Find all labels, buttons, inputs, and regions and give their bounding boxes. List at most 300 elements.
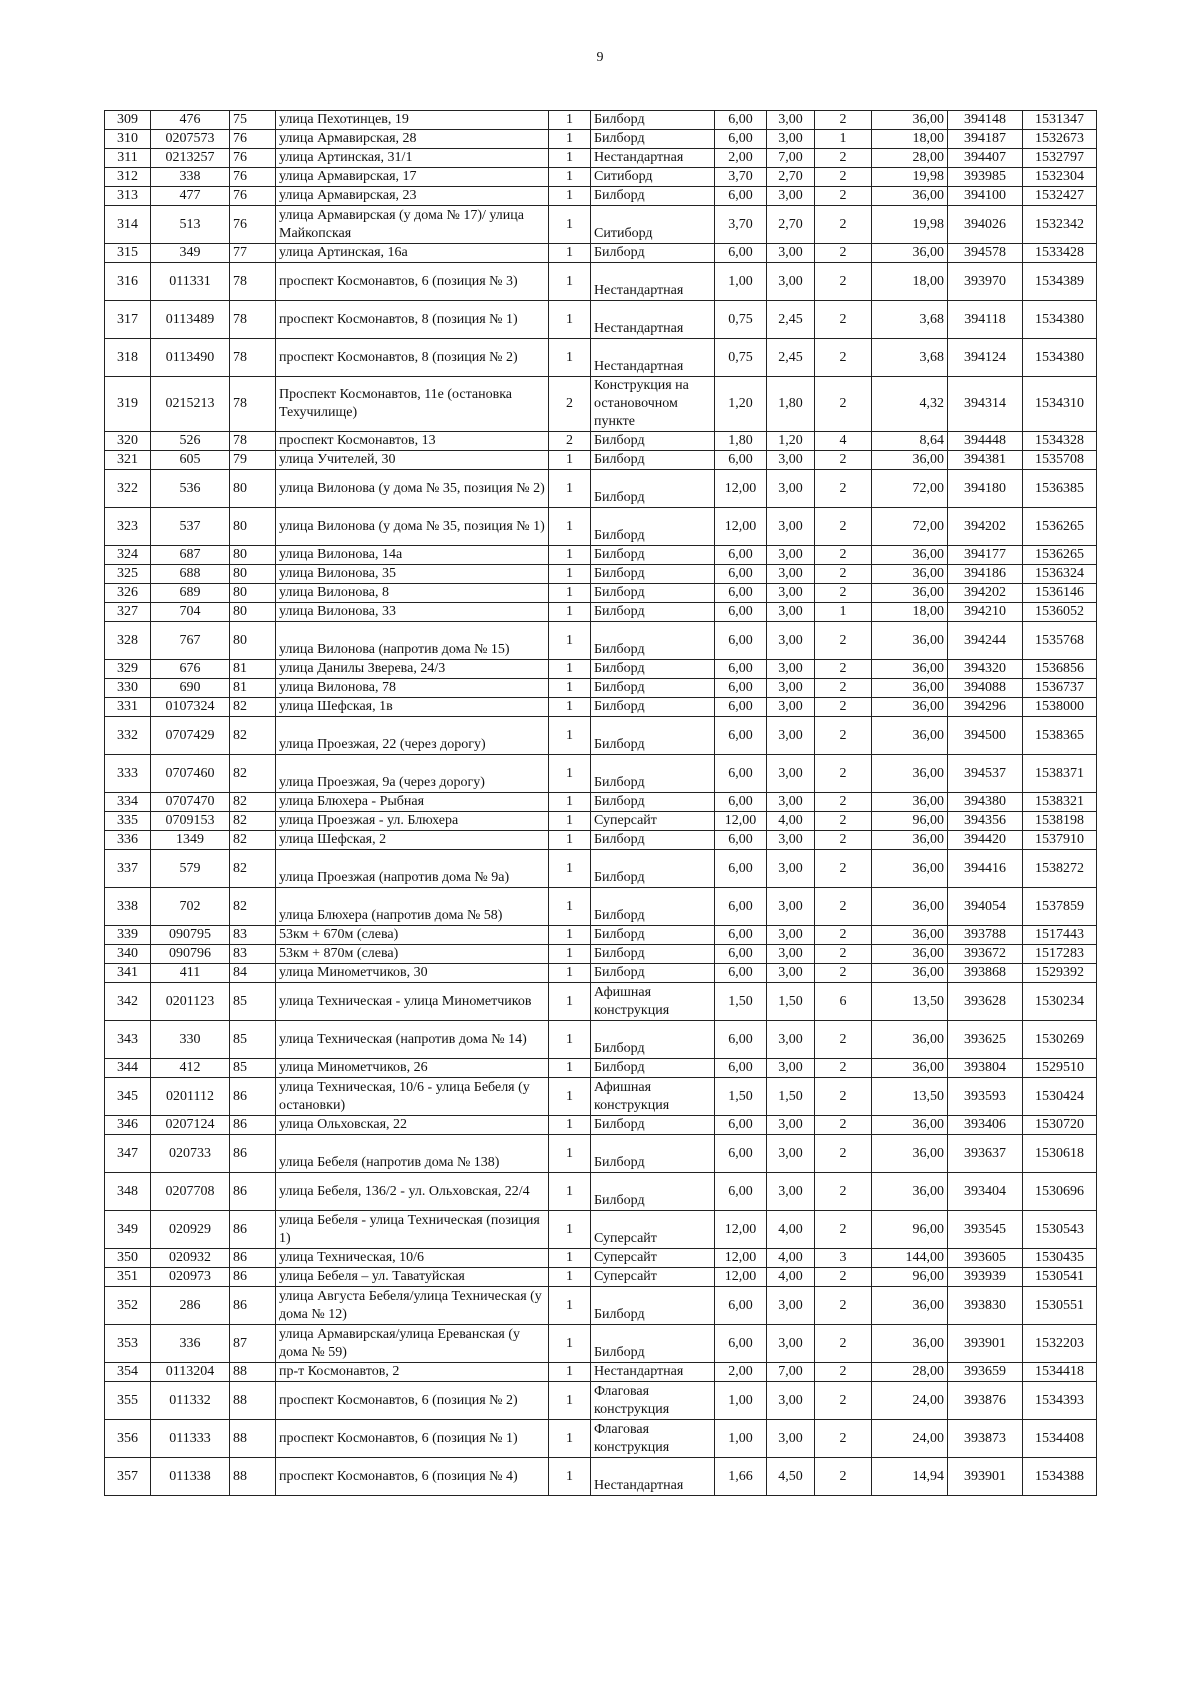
cell-width: 12,00 <box>715 812 767 831</box>
cell-district-code: 88 <box>230 1363 276 1382</box>
table-row <box>105 698 1097 717</box>
cell-width: 6,00 <box>715 831 767 850</box>
table-row <box>105 831 1097 850</box>
cell-structure-type: Флаговая конструкция <box>591 1382 715 1420</box>
cell-address: улица Армавирская/улица Ереванская (у дома № 59) <box>276 1325 549 1363</box>
cell-area: 18,00 <box>872 130 948 149</box>
cell-district-code: 82 <box>230 812 276 831</box>
table-row <box>105 130 1097 149</box>
cell-structure-id: 0207573 <box>151 130 230 149</box>
cell-structure-type: Билборд <box>591 679 715 698</box>
cell-structure-type: Афишная конструкция <box>591 1078 715 1116</box>
cell-coord-x: 394420 <box>948 831 1023 850</box>
cell-coord-y: 1538371 <box>1023 755 1097 793</box>
cell-sides-count: 1 <box>549 546 591 565</box>
cell-row-number: 334 <box>105 793 151 812</box>
cell-coord-y: 1529510 <box>1023 1059 1097 1078</box>
cell-faces-count: 2 <box>815 1116 872 1135</box>
cell-address: улица Вилонова, 35 <box>276 565 549 584</box>
cell-district-code: 76 <box>230 187 276 206</box>
cell-width: 6,00 <box>715 111 767 130</box>
cell-structure-id: 690 <box>151 679 230 698</box>
cell-sides-count: 1 <box>549 508 591 546</box>
cell-coord-y: 1530234 <box>1023 983 1097 1021</box>
cell-district-code: 77 <box>230 244 276 263</box>
cell-structure-type: Суперсайт <box>591 1268 715 1287</box>
cell-width: 6,00 <box>715 755 767 793</box>
cell-structure-type: Суперсайт <box>591 1211 715 1249</box>
cell-width: 6,00 <box>715 793 767 812</box>
cell-height: 3,00 <box>767 888 815 926</box>
cell-address: проспект Космонавтов, 8 (позиция № 2) <box>276 339 549 377</box>
cell-sides-count: 1 <box>549 206 591 244</box>
cell-width: 1,00 <box>715 263 767 301</box>
cell-district-code: 86 <box>230 1135 276 1173</box>
cell-row-number: 357 <box>105 1458 151 1496</box>
cell-structure-id: 0707460 <box>151 755 230 793</box>
cell-district-code: 82 <box>230 888 276 926</box>
cell-address: улица Артинская, 31/1 <box>276 149 549 168</box>
cell-coord-y: 1532342 <box>1023 206 1097 244</box>
cell-row-number: 312 <box>105 168 151 187</box>
cell-sides-count: 1 <box>549 130 591 149</box>
cell-coord-y: 1530543 <box>1023 1211 1097 1249</box>
cell-width: 3,70 <box>715 168 767 187</box>
cell-area: 36,00 <box>872 945 948 964</box>
cell-address: улица Учителей, 30 <box>276 451 549 470</box>
cell-district-code: 80 <box>230 565 276 584</box>
cell-address: улица Проезжая - ул. Блюхера <box>276 812 549 831</box>
cell-structure-id: 0113490 <box>151 339 230 377</box>
cell-faces-count: 2 <box>815 698 872 717</box>
table-row <box>105 926 1097 945</box>
cell-coord-x: 393404 <box>948 1173 1023 1211</box>
table-row <box>105 244 1097 263</box>
cell-address: улица Проезжая, 9а (через дорогу) <box>276 755 549 793</box>
cell-district-code: 82 <box>230 793 276 812</box>
cell-coord-y: 1538272 <box>1023 850 1097 888</box>
cell-structure-type: Билборд <box>591 717 715 755</box>
cell-district-code: 82 <box>230 698 276 717</box>
cell-area: 36,00 <box>872 546 948 565</box>
cell-width: 12,00 <box>715 470 767 508</box>
cell-structure-type: Билборд <box>591 850 715 888</box>
cell-structure-id: 0113204 <box>151 1363 230 1382</box>
cell-width: 2,00 <box>715 149 767 168</box>
cell-district-code: 80 <box>230 584 276 603</box>
table-row <box>105 339 1097 377</box>
cell-district-code: 80 <box>230 508 276 546</box>
cell-height: 7,00 <box>767 149 815 168</box>
cell-area: 36,00 <box>872 244 948 263</box>
cell-faces-count: 2 <box>815 187 872 206</box>
table-row <box>105 565 1097 584</box>
cell-faces-count: 1 <box>815 130 872 149</box>
cell-width: 6,00 <box>715 964 767 983</box>
cell-structure-id: 536 <box>151 470 230 508</box>
cell-faces-count: 2 <box>815 470 872 508</box>
cell-structure-id: 688 <box>151 565 230 584</box>
cell-structure-type: Билборд <box>591 584 715 603</box>
cell-width: 6,00 <box>715 698 767 717</box>
cell-district-code: 88 <box>230 1420 276 1458</box>
cell-area: 96,00 <box>872 812 948 831</box>
cell-coord-x: 394186 <box>948 565 1023 584</box>
cell-coord-x: 393659 <box>948 1363 1023 1382</box>
cell-row-number: 338 <box>105 888 151 926</box>
cell-width: 1,80 <box>715 432 767 451</box>
cell-sides-count: 1 <box>549 339 591 377</box>
cell-sides-count: 1 <box>549 983 591 1021</box>
cell-height: 3,00 <box>767 565 815 584</box>
table-row <box>105 1363 1097 1382</box>
cell-row-number: 326 <box>105 584 151 603</box>
table-row <box>105 603 1097 622</box>
cell-district-code: 84 <box>230 964 276 983</box>
cell-district-code: 86 <box>230 1173 276 1211</box>
cell-faces-count: 2 <box>815 1420 872 1458</box>
cell-width: 12,00 <box>715 1211 767 1249</box>
cell-height: 3,00 <box>767 584 815 603</box>
table-row <box>105 1021 1097 1059</box>
cell-address: улица Ольховская, 22 <box>276 1116 549 1135</box>
cell-row-number: 340 <box>105 945 151 964</box>
cell-sides-count: 1 <box>549 698 591 717</box>
cell-height: 2,45 <box>767 339 815 377</box>
cell-address: улица Бебеля - улица Техническая (позиция 1) <box>276 1211 549 1249</box>
cell-coord-x: 394210 <box>948 603 1023 622</box>
cell-height: 1,50 <box>767 1078 815 1116</box>
cell-coord-y: 1537910 <box>1023 831 1097 850</box>
cell-height: 3,00 <box>767 1382 815 1420</box>
table-row <box>105 1420 1097 1458</box>
cell-structure-id: 011333 <box>151 1420 230 1458</box>
cell-coord-x: 394202 <box>948 508 1023 546</box>
cell-address: 53км + 870м (слева) <box>276 945 549 964</box>
cell-coord-x: 393873 <box>948 1420 1023 1458</box>
cell-structure-id: 0707429 <box>151 717 230 755</box>
cell-row-number: 356 <box>105 1420 151 1458</box>
cell-width: 12,00 <box>715 1249 767 1268</box>
cell-address: 53км + 670м (слева) <box>276 926 549 945</box>
cell-structure-type: Билборд <box>591 111 715 130</box>
cell-structure-type: Билборд <box>591 470 715 508</box>
page-number: 9 <box>596 50 604 65</box>
cell-structure-id: 513 <box>151 206 230 244</box>
cell-district-code: 86 <box>230 1268 276 1287</box>
cell-width: 0,75 <box>715 339 767 377</box>
cell-row-number: 339 <box>105 926 151 945</box>
cell-faces-count: 2 <box>815 1173 872 1211</box>
cell-coord-x: 393901 <box>948 1325 1023 1363</box>
table-row <box>105 1325 1097 1363</box>
table-row <box>105 584 1097 603</box>
cell-address: улица Августа Бебеля/улица Техническая (у дома № 12) <box>276 1287 549 1325</box>
cell-sides-count: 1 <box>549 263 591 301</box>
cell-row-number: 325 <box>105 565 151 584</box>
cell-structure-type: Билборд <box>591 888 715 926</box>
cell-faces-count: 2 <box>815 1135 872 1173</box>
table-row <box>105 187 1097 206</box>
cell-row-number: 333 <box>105 755 151 793</box>
cell-faces-count: 2 <box>815 168 872 187</box>
cell-sides-count: 1 <box>549 1268 591 1287</box>
cell-coord-y: 1535708 <box>1023 451 1097 470</box>
cell-structure-type: Билборд <box>591 546 715 565</box>
cell-area: 36,00 <box>872 1116 948 1135</box>
cell-address: улица Вилонова (напротив дома № 15) <box>276 622 549 660</box>
cell-structure-id: 477 <box>151 187 230 206</box>
cell-height: 3,00 <box>767 1420 815 1458</box>
cell-structure-id: 0207124 <box>151 1116 230 1135</box>
cell-structure-type: Нестандартная <box>591 149 715 168</box>
cell-address: проспект Космонавтов, 8 (позиция № 1) <box>276 301 549 339</box>
table-row <box>105 451 1097 470</box>
cell-height: 3,00 <box>767 546 815 565</box>
cell-area: 36,00 <box>872 1325 948 1363</box>
cell-address: улица Техническая, 10/6 <box>276 1249 549 1268</box>
cell-area: 36,00 <box>872 111 948 130</box>
cell-height: 2,45 <box>767 301 815 339</box>
cell-district-code: 86 <box>230 1287 276 1325</box>
cell-district-code: 80 <box>230 603 276 622</box>
cell-structure-type: Билборд <box>591 1116 715 1135</box>
cell-district-code: 85 <box>230 983 276 1021</box>
cell-structure-id: 330 <box>151 1021 230 1059</box>
cell-row-number: 317 <box>105 301 151 339</box>
cell-coord-x: 394296 <box>948 698 1023 717</box>
cell-structure-id: 0107324 <box>151 698 230 717</box>
cell-row-number: 335 <box>105 812 151 831</box>
cell-area: 36,00 <box>872 793 948 812</box>
cell-sides-count: 2 <box>549 432 591 451</box>
cell-area: 96,00 <box>872 1268 948 1287</box>
cell-structure-id: 011332 <box>151 1382 230 1420</box>
cell-row-number: 313 <box>105 187 151 206</box>
table-row <box>105 1458 1097 1496</box>
cell-structure-id: 011338 <box>151 1458 230 1496</box>
cell-row-number: 311 <box>105 149 151 168</box>
cell-row-number: 349 <box>105 1211 151 1249</box>
cell-height: 3,00 <box>767 926 815 945</box>
table-row <box>105 470 1097 508</box>
cell-sides-count: 1 <box>549 301 591 339</box>
cell-district-code: 86 <box>230 1116 276 1135</box>
cell-coord-y: 1530435 <box>1023 1249 1097 1268</box>
cell-coord-y: 1538321 <box>1023 793 1097 812</box>
cell-structure-id: 689 <box>151 584 230 603</box>
cell-coord-x: 394180 <box>948 470 1023 508</box>
cell-faces-count: 2 <box>815 812 872 831</box>
cell-width: 6,00 <box>715 1287 767 1325</box>
cell-coord-x: 393985 <box>948 168 1023 187</box>
cell-structure-id: 0201112 <box>151 1078 230 1116</box>
cell-faces-count: 2 <box>815 964 872 983</box>
cell-structure-id: 0213257 <box>151 149 230 168</box>
cell-structure-id: 0709153 <box>151 812 230 831</box>
cell-height: 7,00 <box>767 1363 815 1382</box>
cell-coord-x: 394416 <box>948 850 1023 888</box>
cell-structure-type: Суперсайт <box>591 1249 715 1268</box>
cell-structure-type: Билборд <box>591 1021 715 1059</box>
cell-height: 3,00 <box>767 187 815 206</box>
cell-width: 6,00 <box>715 945 767 964</box>
cell-sides-count: 1 <box>549 793 591 812</box>
cell-district-code: 76 <box>230 130 276 149</box>
cell-coord-x: 394118 <box>948 301 1023 339</box>
cell-row-number: 348 <box>105 1173 151 1211</box>
cell-row-number: 318 <box>105 339 151 377</box>
cell-structure-id: 687 <box>151 546 230 565</box>
cell-width: 6,00 <box>715 1173 767 1211</box>
cell-width: 1,66 <box>715 1458 767 1496</box>
cell-district-code: 79 <box>230 451 276 470</box>
cell-height: 3,00 <box>767 111 815 130</box>
table-row <box>105 812 1097 831</box>
cell-structure-id: 526 <box>151 432 230 451</box>
cell-area: 36,00 <box>872 660 948 679</box>
cell-sides-count: 1 <box>549 1363 591 1382</box>
table-row <box>105 1287 1097 1325</box>
cell-coord-y: 1534418 <box>1023 1363 1097 1382</box>
cell-width: 6,00 <box>715 244 767 263</box>
cell-address: улица Пехотинцев, 19 <box>276 111 549 130</box>
cell-district-code: 82 <box>230 755 276 793</box>
cell-sides-count: 1 <box>549 812 591 831</box>
cell-address: улица Вилонова, 33 <box>276 603 549 622</box>
cell-sides-count: 2 <box>549 377 591 432</box>
cell-faces-count: 2 <box>815 1325 872 1363</box>
cell-structure-id: 0207708 <box>151 1173 230 1211</box>
cell-width: 6,00 <box>715 1116 767 1135</box>
cell-structure-type: Суперсайт <box>591 812 715 831</box>
cell-structure-type: Билборд <box>591 130 715 149</box>
cell-height: 3,00 <box>767 470 815 508</box>
cell-height: 3,00 <box>767 850 815 888</box>
cell-width: 6,00 <box>715 565 767 584</box>
cell-address: улица Вилонова, 14а <box>276 546 549 565</box>
cell-row-number: 320 <box>105 432 151 451</box>
cell-coord-x: 393637 <box>948 1135 1023 1173</box>
cell-district-code: 76 <box>230 206 276 244</box>
cell-faces-count: 2 <box>815 945 872 964</box>
cell-structure-type: Билборд <box>591 831 715 850</box>
cell-faces-count: 1 <box>815 603 872 622</box>
cell-district-code: 80 <box>230 546 276 565</box>
cell-height: 3,00 <box>767 1135 815 1173</box>
cell-faces-count: 2 <box>815 149 872 168</box>
cell-height: 3,00 <box>767 964 815 983</box>
cell-sides-count: 1 <box>549 1287 591 1325</box>
cell-sides-count: 1 <box>549 964 591 983</box>
cell-faces-count: 2 <box>815 546 872 565</box>
cell-row-number: 336 <box>105 831 151 850</box>
table-row <box>105 622 1097 660</box>
cell-area: 36,00 <box>872 1135 948 1173</box>
cell-address: улица Бебеля (напротив дома № 138) <box>276 1135 549 1173</box>
table-row <box>105 149 1097 168</box>
cell-height: 1,50 <box>767 983 815 1021</box>
cell-address: Проспект Космонавтов, 11е (остановка Техучилище) <box>276 377 549 432</box>
cell-sides-count: 1 <box>549 926 591 945</box>
cell-height: 3,00 <box>767 1325 815 1363</box>
cell-coord-y: 1536265 <box>1023 508 1097 546</box>
cell-sides-count: 1 <box>549 168 591 187</box>
cell-coord-y: 1538000 <box>1023 698 1097 717</box>
cell-sides-count: 1 <box>549 565 591 584</box>
cell-area: 36,00 <box>872 926 948 945</box>
cell-structure-id: 020932 <box>151 1249 230 1268</box>
cell-faces-count: 2 <box>815 451 872 470</box>
cell-coord-y: 1531347 <box>1023 111 1097 130</box>
cell-coord-x: 393876 <box>948 1382 1023 1420</box>
cell-structure-id: 704 <box>151 603 230 622</box>
cell-coord-y: 1530551 <box>1023 1287 1097 1325</box>
cell-structure-id: 0707470 <box>151 793 230 812</box>
cell-coord-x: 393605 <box>948 1249 1023 1268</box>
cell-coord-y: 1532797 <box>1023 149 1097 168</box>
cell-height: 2,70 <box>767 168 815 187</box>
cell-faces-count: 2 <box>815 206 872 244</box>
cell-coord-y: 1536385 <box>1023 470 1097 508</box>
cell-row-number: 337 <box>105 850 151 888</box>
cell-address: проспект Космонавтов, 6 (позиция № 3) <box>276 263 549 301</box>
cell-structure-type: Нестандартная <box>591 339 715 377</box>
cell-area: 24,00 <box>872 1382 948 1420</box>
cell-coord-x: 393593 <box>948 1078 1023 1116</box>
cell-coord-x: 394026 <box>948 206 1023 244</box>
cell-area: 19,98 <box>872 206 948 244</box>
cell-coord-y: 1535768 <box>1023 622 1097 660</box>
cell-row-number: 322 <box>105 470 151 508</box>
cell-coord-x: 394314 <box>948 377 1023 432</box>
cell-structure-type: Билборд <box>591 964 715 983</box>
cell-district-code: 83 <box>230 945 276 964</box>
cell-structure-type: Билборд <box>591 244 715 263</box>
cell-height: 3,00 <box>767 793 815 812</box>
cell-height: 4,00 <box>767 1249 815 1268</box>
cell-structure-type: Билборд <box>591 755 715 793</box>
cell-coord-y: 1534408 <box>1023 1420 1097 1458</box>
cell-structure-type: Билборд <box>591 1325 715 1363</box>
cell-district-code: 76 <box>230 149 276 168</box>
cell-sides-count: 1 <box>549 660 591 679</box>
cell-structure-id: 286 <box>151 1287 230 1325</box>
cell-area: 36,00 <box>872 717 948 755</box>
cell-address: улица Шефская, 2 <box>276 831 549 850</box>
cell-structure-id: 537 <box>151 508 230 546</box>
cell-row-number: 351 <box>105 1268 151 1287</box>
cell-address: улица Минометчиков, 30 <box>276 964 549 983</box>
cell-district-code: 82 <box>230 831 276 850</box>
cell-width: 6,00 <box>715 1021 767 1059</box>
cell-coord-x: 393868 <box>948 964 1023 983</box>
cell-row-number: 324 <box>105 546 151 565</box>
cell-width: 6,00 <box>715 679 767 698</box>
cell-row-number: 345 <box>105 1078 151 1116</box>
cell-height: 3,00 <box>767 508 815 546</box>
cell-width: 6,00 <box>715 546 767 565</box>
cell-faces-count: 2 <box>815 584 872 603</box>
cell-faces-count: 2 <box>815 755 872 793</box>
cell-structure-id: 020929 <box>151 1211 230 1249</box>
cell-coord-y: 1530269 <box>1023 1021 1097 1059</box>
cell-coord-x: 393788 <box>948 926 1023 945</box>
cell-coord-y: 1533428 <box>1023 244 1097 263</box>
cell-structure-type: Билборд <box>591 603 715 622</box>
cell-area: 144,00 <box>872 1249 948 1268</box>
cell-structure-id: 020733 <box>151 1135 230 1173</box>
